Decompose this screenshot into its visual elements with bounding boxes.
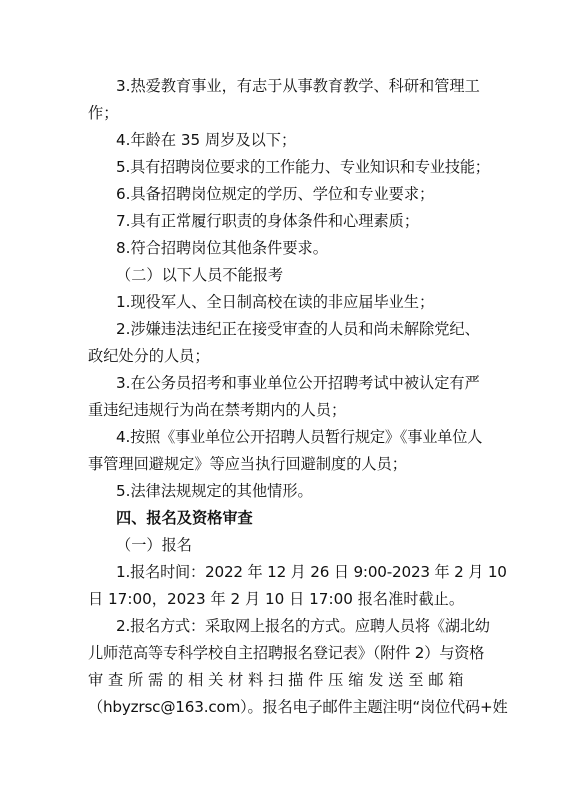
paragraph-line: 4.按照《事业单位公开招聘人员暂行规定》《事业单位人 xyxy=(116,428,483,446)
paragraph-line: 2.涉嫌违法违纪正在接受审查的人员和尚未解除党纪、 xyxy=(116,320,480,338)
paragraph-line: 政纪处分的人员； xyxy=(88,347,210,365)
paragraph-line: 1.报名时间：2022 年 12 月 26 日 9:00-2023 年 2 月 10 xyxy=(116,563,507,581)
paragraph-line: 4.年龄在 35 周岁及以下； xyxy=(116,131,297,149)
paragraph-line: （hbyzrsc@163.com）。报名电子邮件主题注明“岗位代码+姓 xyxy=(88,698,508,716)
paragraph-line: 8.符合招聘岗位其他条件要求。 xyxy=(116,239,328,257)
paragraph-line: 5.具有招聘岗位要求的工作能力、专业知识和专业技能； xyxy=(116,158,490,176)
paragraph-line: 审 查 所 需 的 相 关 材 料 扫 描 件 压 缩 发 送 至 邮 箱 xyxy=(88,671,464,689)
paragraph-line: 儿师范高等专科学校自主招聘报名登记表》（附件 2）与资格 xyxy=(88,644,485,662)
paragraph-line: 1.现役军人、全日制高校在读的非应届毕业生； xyxy=(116,293,435,311)
section-subheading: （一）报名 xyxy=(116,536,192,554)
section-subheading: （二）以下人员不能报考 xyxy=(116,266,284,284)
paragraph-line: 3.热爱教育事业，有志于从事教育教学、科研和管理工 xyxy=(116,77,480,95)
paragraph-line: 重违纪违规行为尚在禁考期内的人员； xyxy=(88,401,347,419)
section-heading: 四、报名及资格审查 xyxy=(116,509,253,527)
paragraph-line: 7.具有正常履行职责的身体条件和心理素质； xyxy=(116,212,420,230)
paragraph-line: 2.报名方式：采取网上报名的方式。应聘人员将《湖北幼 xyxy=(116,617,490,635)
paragraph-line: 6.具备招聘岗位规定的学历、学位和专业要求； xyxy=(116,185,435,203)
paragraph-line: 事管理回避规定》等应当执行回避制度的人员； xyxy=(88,455,407,473)
paragraph-line: 作； xyxy=(88,104,119,122)
paragraph-line: 日 17:00，2023 年 2 月 10 日 17:00 报名准时截止。 xyxy=(88,590,465,608)
paragraph-line: 3.在公务员招考和事业单位公开招聘考试中被认定有严 xyxy=(116,374,480,392)
paragraph-line: 5.法律法规规定的其他情形。 xyxy=(116,482,313,500)
